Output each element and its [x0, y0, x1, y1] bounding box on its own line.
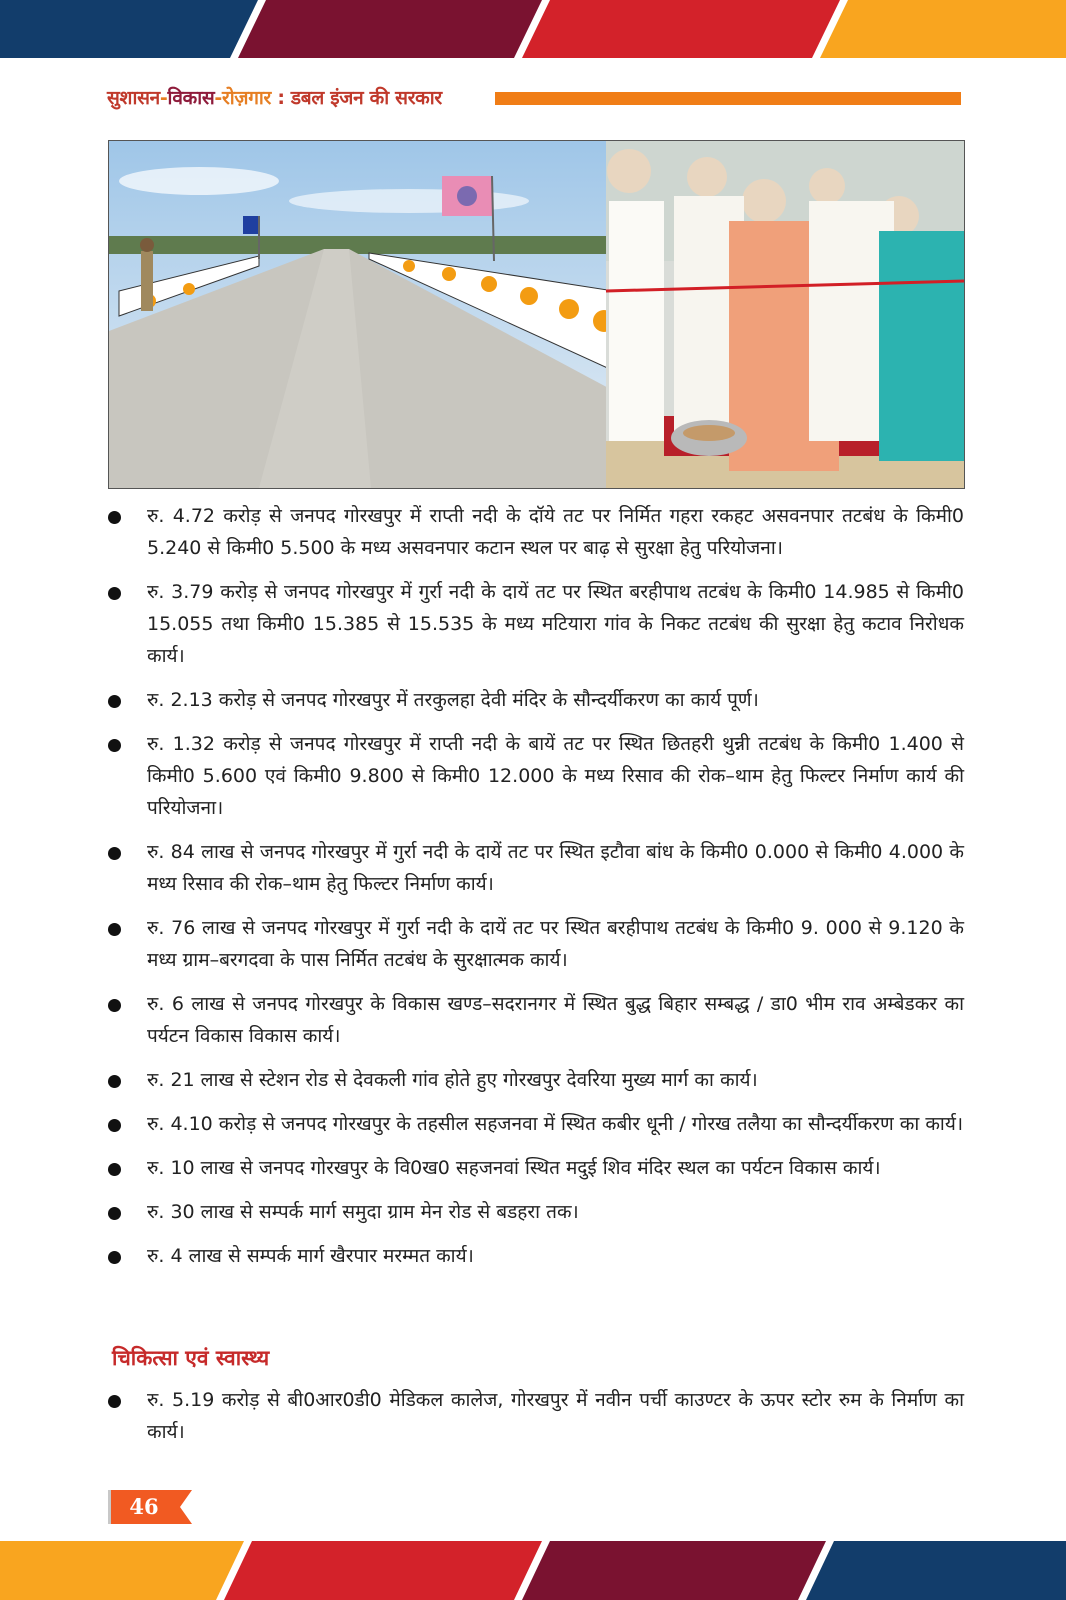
page-number: 46	[129, 1494, 159, 1519]
list-item	[108, 576, 964, 672]
bullet-icon	[108, 739, 121, 752]
header-title-part: विकास	[167, 87, 215, 109]
bullet-icon	[108, 695, 121, 708]
list-item	[108, 988, 964, 1052]
header-title-part: रोज़गार	[222, 87, 271, 109]
list-item	[108, 500, 964, 564]
list-item-text: रु. 5.19 करोड़ से बी0आर0डी0 मेडिकल कालेज, गोरखपुर में नवीन पर्ची काउण्टर के ऊपर स्टोर रुम के निर्माण का कार्य।	[147, 1389, 964, 1443]
top-color-band	[0, 0, 1066, 58]
bullet-icon	[108, 1075, 121, 1088]
bullet-icon	[108, 1207, 121, 1220]
list-item-text: रु. 4 लाख से सम्पर्क मार्ग खैरपार मरम्मत कार्य।	[147, 1245, 474, 1267]
list-item	[108, 684, 964, 716]
list-item	[108, 1064, 964, 1096]
project-bullet-list	[108, 500, 964, 1284]
bullet-icon	[108, 923, 121, 936]
running-header-title	[107, 84, 442, 110]
list-item	[108, 912, 964, 976]
health-bullet-list	[108, 1384, 964, 1460]
bullet-icon	[108, 511, 121, 524]
list-item-text: रु. 84 लाख से जनपद गोरखपुर में गुर्रा नदी के दायें तट पर स्थित इटौवा बांध के किमी0 0.000 से किमी0 4.000 के मध्य रिसाव की रोक–थाम हेतु फिल्टर निर्माण कार्य।	[147, 841, 964, 895]
list-item-text: रु. 1.32 करोड़ से जनपद गोरखपुर में राप्ती नदी के बायें तट पर स्थित छितहरी थुन्नी तटबंध के किमी0 1.400 से किमी0 5.600 एवं किमी0 9.800 से किमी0 12.000 के मध्य रिसाव की रोक–थाम हेतु फिल्टर निर्माण कार्य की परियोजना।	[147, 733, 964, 819]
list-item-text: रु. 21 लाख से स्टेशन रोड से देवकली गांव होते हुए गोरखपुर देवरिया मुख्य मार्ग का कार्य।	[147, 1069, 758, 1091]
list-item	[108, 1152, 964, 1184]
header-title-part: सुशासन	[107, 87, 160, 109]
embankment-road-photo	[109, 141, 615, 488]
list-item-text: रु. 30 लाख से सम्पर्क मार्ग समुदा ग्राम मेन रोड से बडहरा तक।	[147, 1201, 579, 1223]
bullet-icon	[108, 999, 121, 1012]
header-title-part: -	[159, 87, 168, 109]
list-item	[108, 1196, 964, 1228]
list-item-text: रु. 76 लाख से जनपद गोरखपुर में गुर्रा नदी के दायें तट पर स्थित बरहीपाथ तटबंध के किमी0 9. 000 से 9.120 के मध्य ग्राम–बरगदवा के पास निर्मित तटबंध के सुरक्षात्मक कार्य।	[147, 917, 964, 971]
list-item-text: रु. 2.13 करोड़ से जनपद गोरखपुर में तरकुलहा देवी मंदिर के सौन्दर्यीकरण का कार्य पूर्ण।	[147, 689, 759, 711]
ribbon-cutting-ceremony-photo	[606, 141, 964, 488]
header-title-part: -	[214, 87, 223, 109]
list-item	[108, 1108, 964, 1140]
bottom-color-band	[0, 1541, 1066, 1600]
list-item	[108, 1384, 964, 1448]
list-item-text: रु. 4.10 करोड़ से जनपद गोरखपुर के तहसील सहजनवा में स्थित कबीर धूनी / गोरख तलैया का सौन्दर्यीकरण का कार्य।	[147, 1113, 964, 1135]
bullet-icon	[108, 587, 121, 600]
list-item-text: रु. 4.72 करोड़ से जनपद गोरखपुर में राप्ती नदी के दॉये तट पर निर्मित गहरा रकहट असवनपार तटबंध के किमी0 5.240 से किमी0 5.500 के मध्य असवनपार कटान स्थल पर बाढ़ से सुरक्षा हेतु परियोजना।	[147, 505, 964, 559]
list-item-text: रु. 3.79 करोड़ से जनपद गोरखपुर में गुर्रा नदी के दायें तट पर स्थित बरहीपाथ तटबंध के किमी0 14.985 से किमी0 15.055 तथा किमी0 15.385 से 15.535 के मध्य मटियारा गांव के निकट तटबंध की सुरक्षा हेतु कटाव निरोधक कार्य।	[147, 581, 964, 667]
list-item	[108, 836, 964, 900]
header-rule	[495, 92, 961, 105]
header-title-part: : डबल इंजन की सरकार	[271, 87, 442, 109]
list-item	[108, 1240, 964, 1272]
list-item-text: रु. 6 लाख से जनपद गोरखपुर के विकास खण्ड–सदरानगर में स्थित बुद्ध बिहार सम्बद्ध / डा0 भीम राव अम्बेडकर का पर्यटन विकास विकास कार्य।	[147, 993, 964, 1047]
bullet-icon	[108, 1251, 121, 1264]
page-number-tab	[108, 1490, 192, 1524]
bullet-icon	[108, 847, 121, 860]
bullet-icon	[108, 1119, 121, 1132]
list-item-text: रु. 10 लाख से जनपद गोरखपुर के वि0ख0 सहजनवां स्थित मदुई शिव मंदिर स्थल का पर्यटन विकास कार्य।	[147, 1157, 881, 1179]
section-heading: चिकित्सा एवं स्वास्थ्य	[112, 1346, 270, 1370]
photo-collage	[108, 140, 965, 489]
bullet-icon	[108, 1395, 121, 1408]
list-item	[108, 728, 964, 824]
bullet-icon	[108, 1163, 121, 1176]
